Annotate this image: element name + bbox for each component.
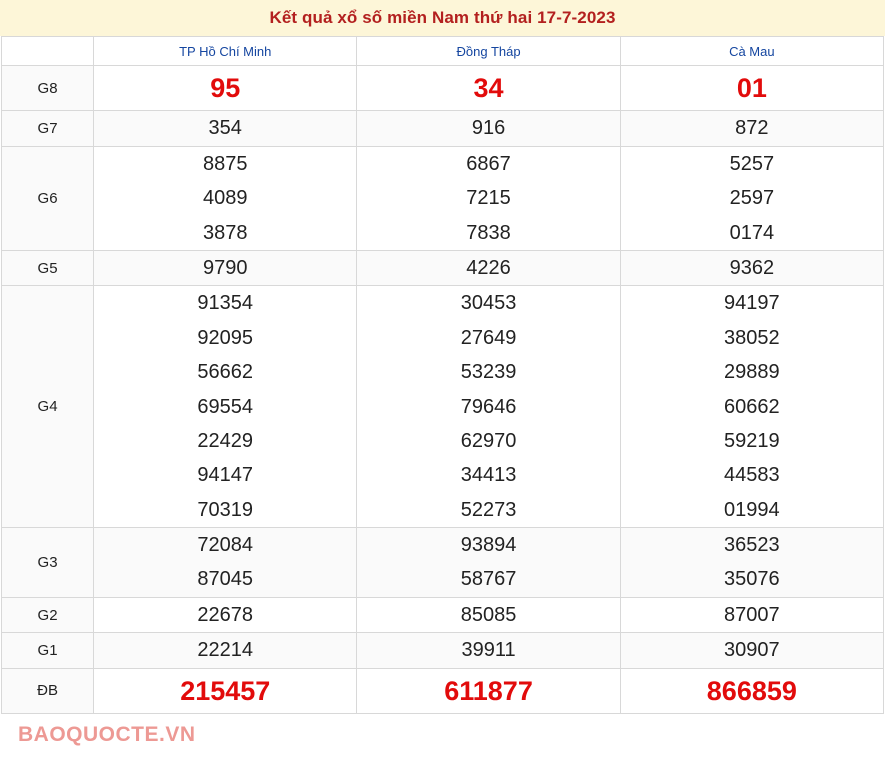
prize-number: 34 xyxy=(473,73,504,103)
prize-number: 354 xyxy=(208,117,242,140)
prize-number: 94197 xyxy=(724,292,780,315)
prize-number: 95 xyxy=(210,73,241,103)
prize-label: G2 xyxy=(2,597,94,632)
prize-numbers-cell xyxy=(94,250,357,285)
prize-number: 52273 xyxy=(460,498,517,521)
prize-number: 7838 xyxy=(466,221,511,244)
table-row xyxy=(2,633,884,668)
prize-number: 44583 xyxy=(724,464,780,487)
table-row xyxy=(2,668,884,713)
prize-number: 215457 xyxy=(180,675,271,706)
prize-label: G4 xyxy=(2,286,94,528)
prize-numbers-cell xyxy=(620,528,883,598)
prize-number: 4089 xyxy=(202,187,248,210)
prize-number: 27649 xyxy=(460,326,517,349)
prize-numbers-cell xyxy=(94,146,357,250)
prize-numbers-cell xyxy=(620,286,883,528)
prize-label: G5 xyxy=(2,250,94,285)
prize-number: 9790 xyxy=(202,256,248,279)
prize-number: 56662 xyxy=(197,361,254,384)
prize-numbers-cell xyxy=(94,597,357,632)
prize-numbers-cell xyxy=(357,146,620,250)
prize-number: 01994 xyxy=(724,498,780,521)
prize-number: 7215 xyxy=(466,187,511,210)
prize-number: 92095 xyxy=(197,326,254,349)
prize-number: 5257 xyxy=(729,152,775,175)
column-header-prize xyxy=(2,37,94,66)
prize-numbers-cell xyxy=(357,597,620,632)
prize-numbers-cell xyxy=(94,528,357,598)
table-header-row xyxy=(2,37,884,66)
prize-numbers-cell xyxy=(357,528,620,598)
prize-numbers-cell xyxy=(357,250,620,285)
prize-number: 22214 xyxy=(197,639,254,662)
prize-number: 87007 xyxy=(724,603,780,626)
prize-number: 58767 xyxy=(460,568,517,591)
prize-numbers-cell xyxy=(620,111,883,146)
prize-number: 3878 xyxy=(202,221,248,244)
prize-number: 39911 xyxy=(461,639,516,662)
prize-number: 4226 xyxy=(466,256,511,279)
prize-number: 30453 xyxy=(460,292,517,315)
prize-number: 59219 xyxy=(724,429,780,452)
prize-numbers-cell xyxy=(94,633,357,668)
prize-number: 72084 xyxy=(197,534,254,557)
prize-label: G7 xyxy=(2,111,94,146)
prize-numbers-cell xyxy=(94,286,357,528)
prize-numbers-cell xyxy=(620,597,883,632)
column-header-province-1: Đồng Tháp xyxy=(357,37,620,66)
page-title: Kết quả xổ số miền Nam thứ hai 17-7-2023 xyxy=(269,8,616,27)
prize-number: 6867 xyxy=(466,152,511,175)
prize-number: 91354 xyxy=(197,292,254,315)
column-header-province-2: Cà Mau xyxy=(620,37,883,66)
prize-number: 8875 xyxy=(202,152,248,175)
table-row xyxy=(2,250,884,285)
prize-numbers-cell xyxy=(357,66,620,111)
prize-number: 60662 xyxy=(724,395,780,418)
prize-label: G6 xyxy=(2,146,94,250)
prize-number: 01 xyxy=(736,73,767,103)
prize-number: 93894 xyxy=(460,534,517,557)
prize-numbers-cell xyxy=(620,146,883,250)
table-row xyxy=(2,111,884,146)
prize-numbers-cell xyxy=(94,66,357,111)
prize-label: G1 xyxy=(2,633,94,668)
prize-numbers-cell xyxy=(357,286,620,528)
table-row xyxy=(2,66,884,111)
prize-number: 22429 xyxy=(197,429,254,452)
table-body xyxy=(2,66,884,714)
prize-number: 35076 xyxy=(724,568,780,591)
table-header xyxy=(2,37,884,66)
prize-label: G8 xyxy=(2,66,94,111)
prize-number: 22678 xyxy=(197,603,254,626)
prize-number: 611877 xyxy=(444,675,533,706)
prize-numbers-cell xyxy=(620,633,883,668)
prize-numbers-cell xyxy=(620,66,883,111)
prize-number: 87045 xyxy=(197,568,254,591)
page-title-bar xyxy=(0,0,885,36)
prize-numbers-cell xyxy=(94,668,357,713)
prize-number: 70319 xyxy=(197,498,254,521)
prize-numbers-cell xyxy=(357,633,620,668)
prize-numbers-cell xyxy=(620,668,883,713)
table-row xyxy=(2,286,884,528)
prize-number: 85085 xyxy=(460,603,517,626)
watermark: BAOQUOCTE.VN xyxy=(18,723,196,746)
prize-numbers-cell xyxy=(620,250,883,285)
prize-number: 916 xyxy=(471,117,506,140)
prize-number: 872 xyxy=(735,117,769,140)
table-row xyxy=(2,597,884,632)
prize-number: 2597 xyxy=(729,187,775,210)
lottery-result-table xyxy=(1,36,884,714)
prize-number: 94147 xyxy=(197,464,254,487)
prize-number: 30907 xyxy=(724,639,780,662)
prize-number: 34413 xyxy=(460,464,517,487)
prize-number: 38052 xyxy=(724,326,780,349)
column-header-province-0: TP Hồ Chí Minh xyxy=(94,37,357,66)
table-row xyxy=(2,146,884,250)
prize-numbers-cell xyxy=(357,668,620,713)
prize-number: 9362 xyxy=(729,256,775,279)
prize-number: 79646 xyxy=(460,395,517,418)
prize-label: G3 xyxy=(2,528,94,598)
prize-number: 29889 xyxy=(724,361,780,384)
table-row xyxy=(2,528,884,598)
prize-number: 36523 xyxy=(724,534,780,557)
prize-numbers-cell xyxy=(357,111,620,146)
prize-number: 69554 xyxy=(197,395,254,418)
prize-label: ĐB xyxy=(2,668,94,713)
prize-number: 0174 xyxy=(729,221,775,244)
prize-number: 53239 xyxy=(460,361,517,384)
prize-number: 866859 xyxy=(706,675,797,706)
prize-numbers-cell xyxy=(94,111,357,146)
prize-number: 62970 xyxy=(460,429,517,452)
